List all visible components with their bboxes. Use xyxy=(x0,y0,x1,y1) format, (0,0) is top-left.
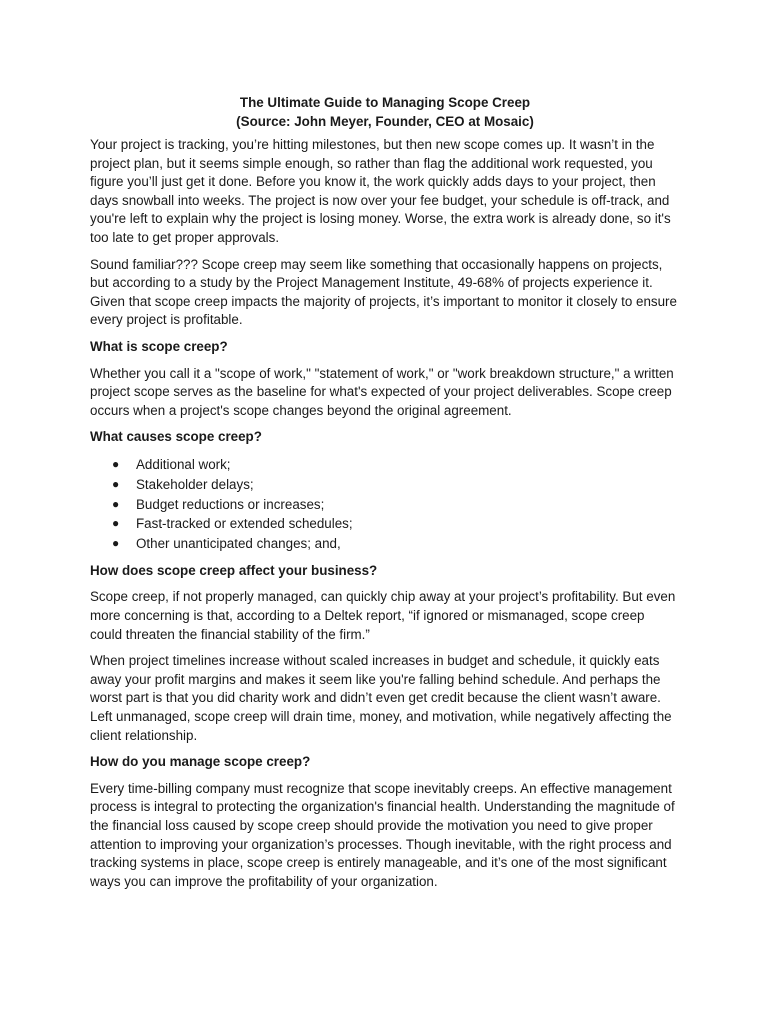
section-paragraph-manage: Every time-billing company must recognize that scope inevitably creeps. An effective management process is integral to protecting the organization's financial health. Understanding the magnitude of the financial loss caused by scope creep should provide the motivation you need to give proper attention to improving your organization’s processes. Though inevitable, with the right process and tracking systems in place, scope creep is entirely manageable, and it’s one of the most significant ways you can improve the profitability of your organization. xyxy=(90,780,675,889)
document-page xyxy=(90,93,680,899)
list-item-text: Other unanticipated changes; and, xyxy=(136,536,341,552)
bullet-icon: ● xyxy=(112,516,120,531)
section-heading-affect: How does scope creep affect your business? xyxy=(90,562,378,578)
list-item xyxy=(90,475,680,495)
bullet-icon: ● xyxy=(112,496,120,511)
section-heading-what-is: What is scope creep? xyxy=(90,338,228,354)
list-item xyxy=(90,534,680,554)
bullet-icon: ● xyxy=(112,456,120,471)
list-item xyxy=(90,514,680,534)
section-heading-causes: What causes scope creep? xyxy=(90,429,262,445)
title-line-1: The Ultimate Guide to Managing Scope Creep xyxy=(239,95,531,110)
intro-paragraph-2: Sound familiar??? Scope creep may seem like something that occasionally happens on projects, but according to a study by the Project Management Institute, 49-68% of projects experience it. Given that scope creep impacts the majority of projects, it’s important to monitor it closely to ensure every project is profitable. xyxy=(90,256,677,328)
section-paragraph-affect-2: When project timelines increase without scaled increases in budget and schedule, it quickly eats away your profit margins and makes it seem like you're falling behind schedule. And perhaps the worst part is that you did charity work and didn’t even get credit because the client wasn’t aware. Left unmanaged, scope creep will drain time, money, and motivation, while negatively affecting the client relationship. xyxy=(90,653,672,743)
section-paragraph-affect-1: Scope creep, if not properly managed, can quickly chip away at your project’s profitability. But even more concerning is that, according to a Deltek report, “if ignored or mismanaged, scope creep could threaten the financial stability of the firm.” xyxy=(90,589,676,642)
intro-paragraph-1: Your project is tracking, you’re hitting milestones, but then new scope comes up. It wasn’t in the project plan, but it seems simple enough, so rather than flag the additional work requested, you figure you’ll just get it done. Before you know it, the work quickly adds days to your project, then days snowball into weeks. The project is now over your fee budget, your schedule is off-track, and you're left to explain why the project is losing money. Worse, the extra work is already done, so it's too late to get proper approvals. xyxy=(90,137,671,245)
document-title xyxy=(90,93,680,131)
causes-list xyxy=(90,455,680,554)
bullet-icon: ● xyxy=(112,476,120,491)
title-line-2: (Source: John Meyer, Founder, CEO at Mosaic) xyxy=(236,114,534,129)
list-item-text: Budget reductions or increases; xyxy=(136,496,325,512)
list-item-text: Additional work; xyxy=(136,456,231,472)
bullet-icon: ● xyxy=(112,536,120,551)
list-item xyxy=(90,495,680,515)
list-item xyxy=(90,455,680,475)
section-paragraph-what-is: Whether you call it a "scope of work," "statement of work," or "work breakdown structure," a written project scope serves as the baseline for what's expected of your project deliverables. Scope creep occurs when a project's scope changes beyond the original agreement. xyxy=(90,365,674,418)
list-item-text: Fast-tracked or extended schedules; xyxy=(136,516,353,532)
section-heading-manage: How do you manage scope creep? xyxy=(90,754,311,770)
list-item-text: Stakeholder delays; xyxy=(136,476,254,492)
